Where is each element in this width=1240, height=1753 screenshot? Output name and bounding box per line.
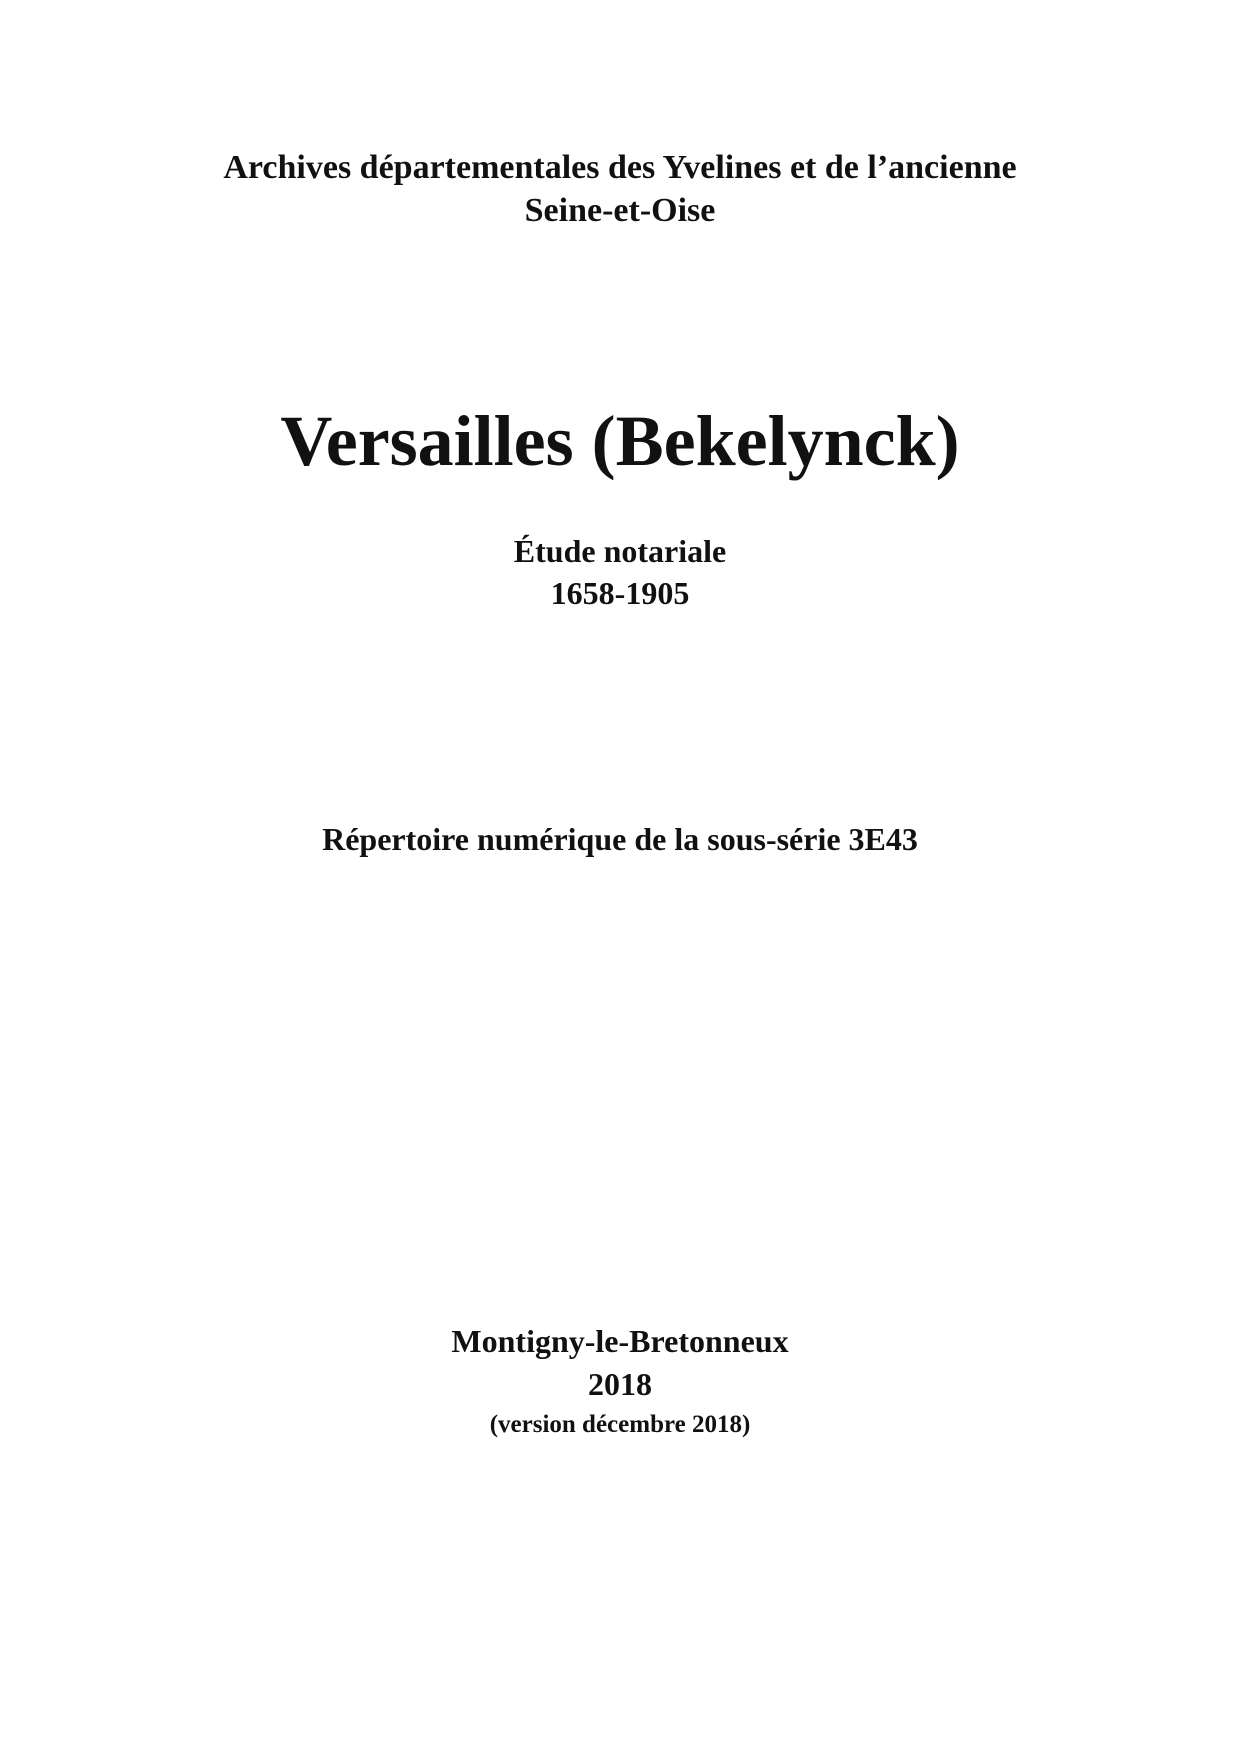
footer-year-text: 2018 [588,1366,652,1402]
archive-header-line-1: Archives départementales des Yvelines et de l’ancienne [223,149,1017,186]
footer-place-text: Montigny-le-Bretonneux [451,1323,789,1359]
footer-year [0,1363,1240,1405]
footer-place [0,1320,1240,1362]
repertoire-heading [0,818,1240,860]
subtitle-dates: 1658-1905 [550,575,690,611]
repertoire-text: Répertoire numérique de la sous-série 3E43 [322,821,918,857]
subtitle-study: Étude notariale [513,533,727,569]
archive-header-line-2: Seine-et-Oise [524,192,716,229]
document-title [0,398,1240,484]
footer-version-text: (version décembre 2018) [489,1411,751,1438]
document-subtitle [0,530,1240,614]
archive-header [0,146,1240,232]
document-title-text: Versailles (Bekelynck) [280,401,960,481]
footer-version [0,1408,1240,1442]
